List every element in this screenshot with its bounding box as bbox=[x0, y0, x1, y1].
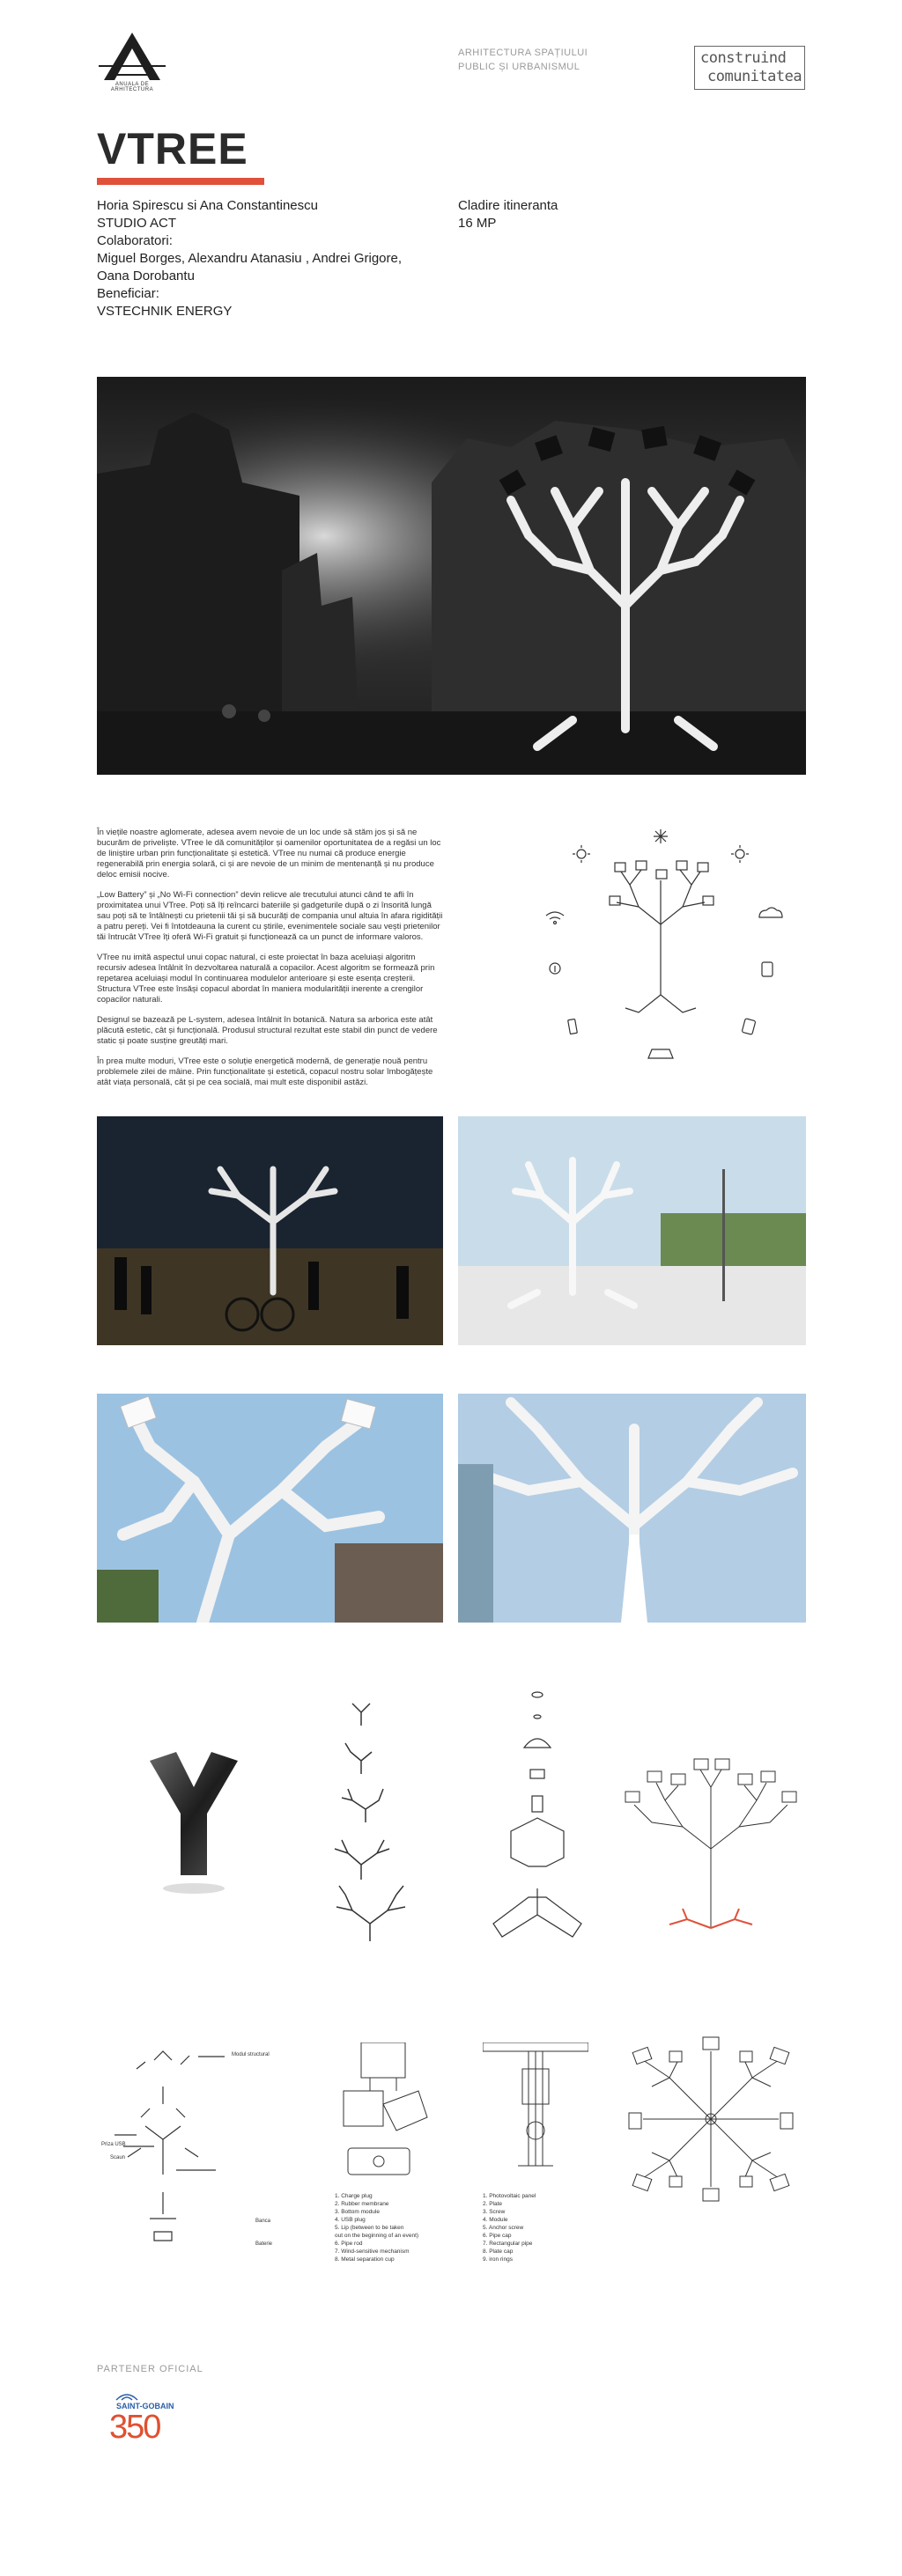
description-paragraph: Designul se bazează pe L-system, adesea întâlnit în botanică. Natura sa arborica este atât plăcută estetic, cât și funcțională. Produsul structural rezultat este stabil din punct de vedere static și poate susține greutăți mari. bbox=[97, 1015, 438, 1046]
sun-icon bbox=[573, 845, 590, 863]
logo-text: ANUALA DE ARHITECTURA bbox=[110, 82, 154, 92]
legend-item: 5. Anchor screw bbox=[483, 2225, 524, 2231]
legend-item: 5. Lip (between to be taken bbox=[335, 2225, 404, 2231]
legend-panel bbox=[483, 2192, 536, 2263]
credit-line: Miguel Borges, Alexandru Atanasiu , Andrei Grigore, bbox=[97, 251, 403, 266]
spec-line: 16 MP bbox=[458, 216, 497, 231]
label-priza-usb: Priza USB bbox=[101, 2142, 126, 2147]
legend-item: 3. Screw bbox=[483, 2209, 506, 2215]
legend-item: 7. Rectangular pipe bbox=[483, 2241, 533, 2247]
laptop-icon bbox=[648, 1049, 673, 1058]
legend-item: 1. Charge plug bbox=[335, 2193, 373, 2199]
snowflake-icon bbox=[654, 829, 668, 843]
credit-line: STUDIO ACT bbox=[97, 216, 177, 231]
wifi-icon bbox=[546, 912, 564, 924]
legend-item: 2. Rubber membrane bbox=[335, 2201, 389, 2207]
anuala-logo bbox=[97, 31, 167, 94]
spec-line: Cladire itineranta bbox=[458, 198, 558, 213]
credit-line: Horia Spirescu si Ana Constantinescu bbox=[97, 198, 318, 213]
legend-item: 9. iron rings bbox=[483, 2256, 513, 2263]
anuala-logo-icon bbox=[97, 31, 167, 82]
category-line-1: ARHITECTURA SPAȚIULUI bbox=[458, 48, 588, 58]
tree-drawing bbox=[610, 861, 713, 1012]
function-diagram bbox=[529, 819, 793, 1083]
night-crowd-photo bbox=[97, 1116, 443, 1345]
panel-section-drawing bbox=[483, 2042, 588, 2271]
legend-item: 7. Wind-sensitive mechanism bbox=[335, 2248, 410, 2255]
joint-detail-drawing bbox=[335, 2042, 432, 2271]
info-icon bbox=[550, 963, 560, 974]
legend-item: 2. Plate bbox=[483, 2201, 503, 2207]
tree-elevation-drawing bbox=[617, 1752, 806, 1937]
legend-item: 6. Pipe rod bbox=[335, 2241, 363, 2247]
tree-plan-drawing bbox=[617, 2025, 806, 2214]
credit-line: Oana Dorobantu bbox=[97, 269, 195, 283]
label-modul-structural: Modul structural bbox=[232, 2052, 270, 2057]
sun-icon bbox=[731, 845, 749, 863]
credit-line: VSTECHNIK ENERGY bbox=[97, 304, 233, 319]
canopy-closeup-photo bbox=[97, 1394, 443, 1623]
cloud-icon bbox=[759, 908, 782, 917]
description-paragraph: VTree nu imită aspectul unui copac natural, ci este proiectat în baza aceluiași algoritm recursiv adesea întâlnit în dezvoltarea naturală a copacilor. Acest algoritm se formează prin repetarea aceluiași modul în continuarea modulelor anterioare și este esența creșterii. Structura VTree este însăși copacul abordat în maniera modularității inerente a crengilor copacilor naturali. bbox=[97, 953, 435, 1005]
credit-line: Beneficiar: bbox=[97, 286, 159, 301]
sponsor-anniversary: 350 bbox=[109, 2409, 160, 2446]
main-night-photo bbox=[97, 377, 806, 775]
label-banca: Banca bbox=[255, 2219, 271, 2224]
project-category bbox=[458, 46, 588, 74]
project-description bbox=[97, 828, 445, 1098]
battery-icon bbox=[762, 962, 773, 976]
label-baterie: Baterie bbox=[255, 2241, 273, 2247]
partner-heading: PARTENER OFICIAL bbox=[97, 2364, 203, 2374]
construind-comunitatea-logo bbox=[694, 46, 805, 90]
legend-item: 8. Plate cap bbox=[483, 2248, 514, 2255]
label-scaun: Scaun bbox=[110, 2155, 126, 2160]
credit-line: Colaboratori: bbox=[97, 233, 173, 248]
legend-item: 1. Photovoltaic panel bbox=[483, 2193, 536, 2199]
assembly-diagram bbox=[101, 2042, 286, 2254]
project-title: VTREE bbox=[97, 124, 248, 173]
saint-gobain-logo bbox=[97, 2388, 194, 2449]
exploded-module-drawing bbox=[476, 1686, 599, 1959]
title-underline bbox=[97, 178, 264, 185]
tablet-icon bbox=[742, 1019, 756, 1035]
sponsor-name: SAINT-GOBAIN bbox=[116, 2402, 174, 2410]
legend-item: 8. Metal separation cup bbox=[335, 2256, 395, 2263]
project-credits bbox=[97, 197, 402, 320]
legend-item: 6. Pipe cap bbox=[483, 2233, 512, 2239]
logo-line-2: comunitatea bbox=[707, 68, 802, 85]
description-paragraph: În viețile noastre aglomerate, adesea avem nevoie de un loc unde să stăm jos și să ne bucurăm de priveliște. VTree le dă comunităților și oamenilor oportunitatea de a regăsi un loc de liniștire urban prin funcționalitate și estetică. VTree nu numai că produce energie regenerabilă prin energia solară, ci și are nevoie de un minim de mentenanță și nu produce deloc emisii nocive. bbox=[97, 828, 441, 880]
project-specs bbox=[458, 197, 558, 232]
daytime-plaza-photo bbox=[458, 1116, 806, 1345]
legend-item: 3. Bottom module bbox=[335, 2209, 380, 2215]
legend-joint bbox=[335, 2192, 418, 2263]
category-line-2: PUBLIC ȘI URBANISMUL bbox=[458, 62, 580, 72]
phone-icon bbox=[568, 1019, 578, 1034]
description-paragraph: În prea multe moduri, VTree este o soluție energetică modernă, de generație nouă pentru problemele zilei de mâine. Prin funcționalitate și estetică, copacul nostru solar îmbogățește atât viața personală, cât și pe cea socială, mai mult este disponibil astăzi. bbox=[97, 1056, 433, 1087]
legend-item: 4. USB plug bbox=[335, 2217, 366, 2223]
logo-line-1: construind bbox=[700, 49, 787, 67]
legend-item: out on the beginning of an event) bbox=[335, 2233, 419, 2239]
description-paragraph: „Low Battery” și „No Wi-Fi connection” devin relicve ale trecutului atunci când te afli în proximitatea unui VTree. Poți să îți reîncarci bateriile și gadgeturile după o zi însorită lungă sau poți să te întâlnești cu prietenii tăi și să bucurăți de compania unul altuia în afara rigidității a patru pereți. Vei fi întotdeauna la curent cu știrile, evenimentele sociale sau vești prietenilor tăi întrucât VTree îți oferă Wi-Fi gratuit și funcționează ca un punct de informare valoros. bbox=[97, 890, 443, 942]
y-module-render bbox=[132, 1734, 255, 1902]
legend-item: 4. Module bbox=[483, 2217, 508, 2223]
upward-view-photo bbox=[458, 1394, 806, 1623]
growth-sequence-drawing bbox=[326, 1690, 414, 1946]
